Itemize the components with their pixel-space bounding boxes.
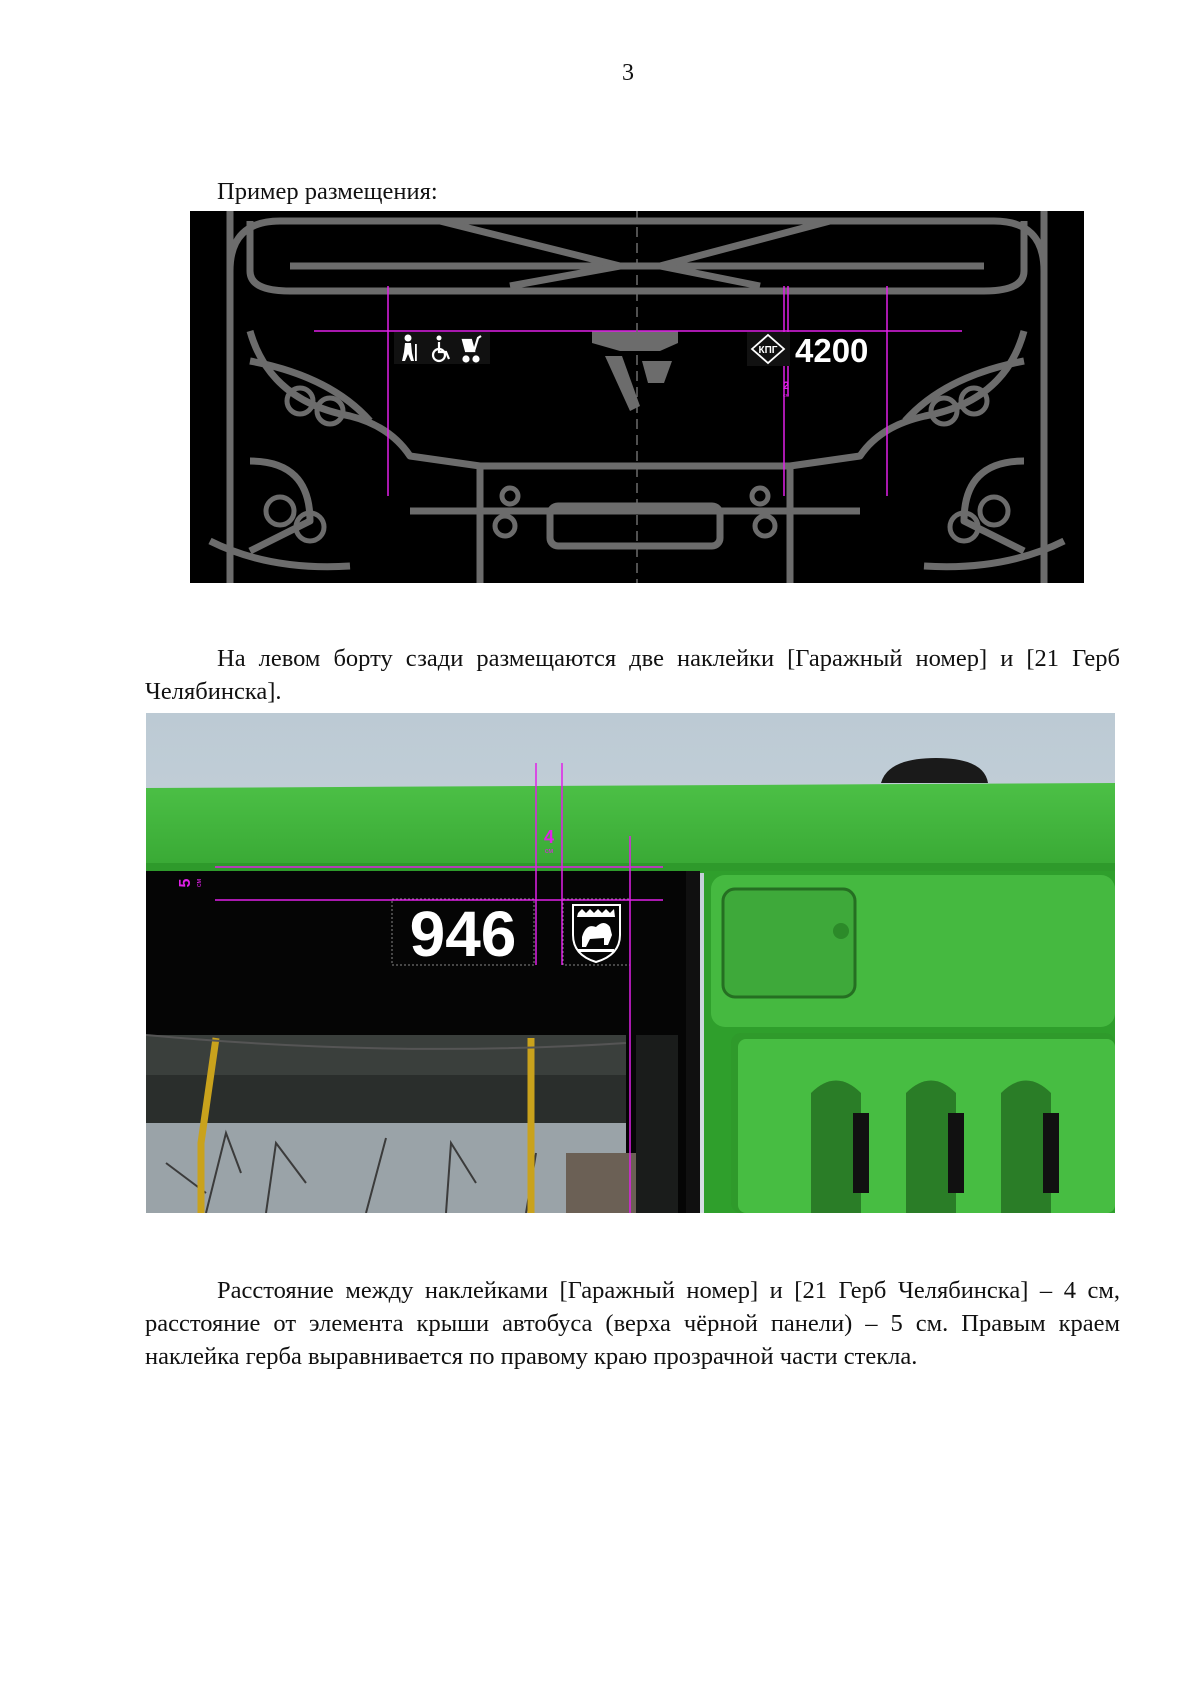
fuel-badge-label: КПГ	[758, 345, 778, 356]
rear-dimension-value: 2	[782, 380, 790, 392]
rear-dimension-unit: см	[783, 393, 789, 399]
gap-unit: см	[544, 848, 554, 855]
top-distance-value: 5	[177, 878, 194, 888]
accessibility-icons-plate	[394, 332, 490, 364]
bus-side-photo	[146, 713, 1115, 1213]
paragraph-distances: Расстояние между наклейками [Гаражный номер] и [21 Герб Челябинска] – 4 см, расстояние от элемента крыши автобуса (верха чёрной панели) – 5 см. Правым краем наклейка герба выравнивается по правому краю прозрачной части стекла.	[145, 1276, 1120, 1370]
caption-example: Пример размещения:	[217, 177, 438, 205]
bus-rear-diagram	[190, 211, 1084, 583]
page-number: 3	[622, 60, 634, 86]
rear-fleet-number: 4200	[795, 332, 869, 369]
gap-value: 4	[543, 827, 555, 847]
side-fleet-number: 946	[409, 898, 517, 970]
top-distance-unit: см	[196, 878, 203, 888]
paragraph-left-side: На левом борту сзади размещаются две наклейки [Гаражный номер] и [21 Герб Челябинска].	[145, 644, 1120, 705]
fuel-badge	[747, 332, 790, 366]
